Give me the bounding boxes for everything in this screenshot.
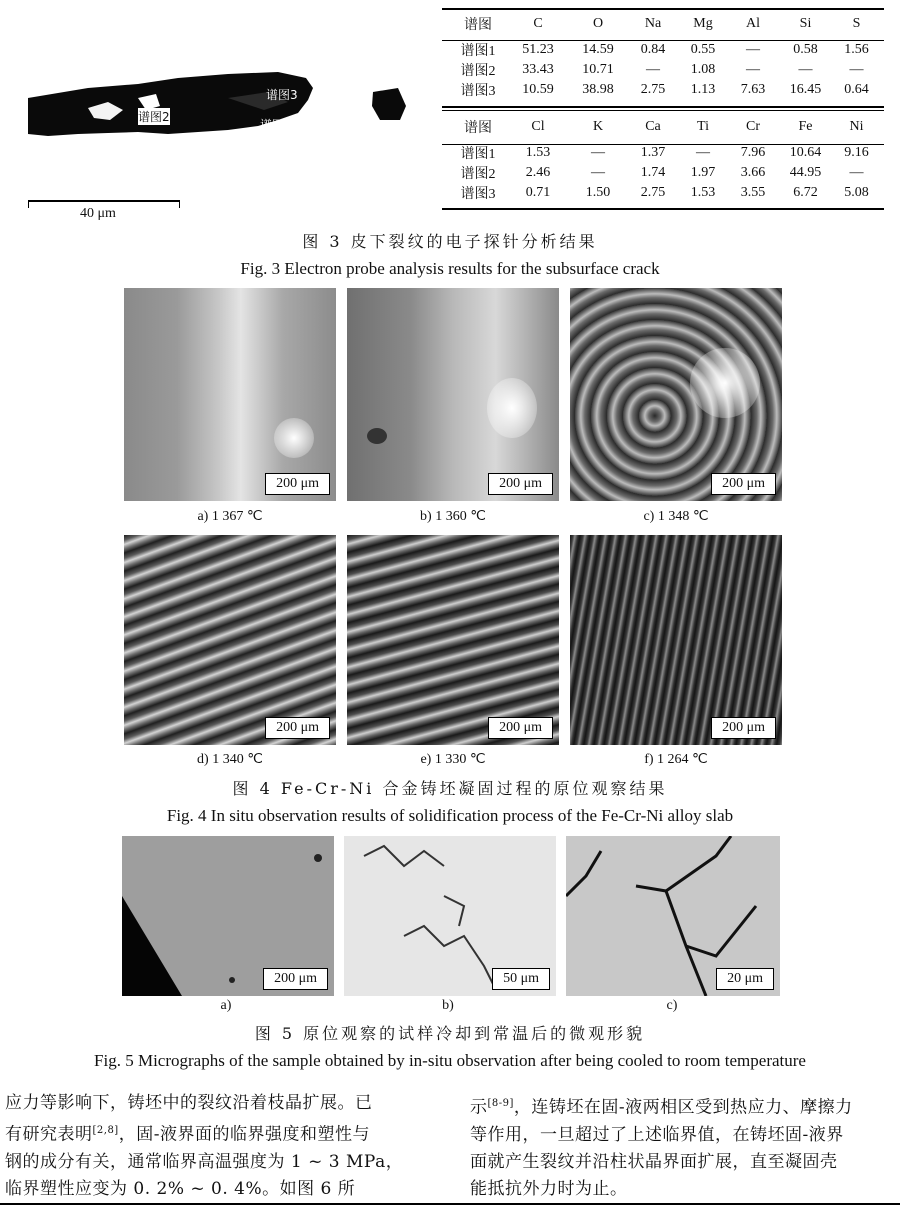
fig4-label-d: d) 1 340 ℃ (197, 752, 263, 767)
table-cell: 0.64 (844, 82, 869, 97)
table-cell: 谱图1 (460, 44, 496, 59)
table-cell: 3.55 (740, 185, 766, 200)
spectrum-label-2: 谱图2 (138, 110, 170, 124)
fig5-caption-cn: 图 5 原位观察的试样冷却到常温后的微观形貌 (254, 1024, 646, 1043)
scale-bar: 50 μm (492, 968, 550, 990)
table-cell: 5.08 (844, 185, 869, 200)
table-cell: 谱图2 (460, 64, 496, 79)
body-line: 面就产生裂纹并沿柱状晶界面扩展，直至凝固壳 (470, 1151, 838, 1172)
table-cell: 谱图3 (460, 84, 496, 99)
citation: [8-9] (487, 1098, 514, 1109)
scale-bar: 200 μm (263, 968, 328, 990)
body-line: 示[8-9]，连铸坯在固-液两相区受到热应力、摩擦力 (470, 1097, 853, 1118)
fig3-caption-en: Fig. 3 Electron probe analysis results for the subsurface crack (240, 259, 660, 278)
table-cell: 0.58 (793, 42, 818, 57)
table-header-cell: C (533, 16, 543, 31)
table-header-cell: 谱图 (464, 121, 492, 136)
fig5-label-c: c) (666, 998, 678, 1013)
table-row (448, 60, 880, 80)
table-cell: 10.59 (522, 82, 554, 97)
table-header-row (448, 117, 880, 137)
table-header-cell: Fe (798, 119, 813, 134)
body-line: 有研究表明[2,8]，固-液界面的临界强度和塑性与 (5, 1124, 370, 1145)
table-cell: 1.97 (690, 165, 716, 180)
table-cell: 3.66 (740, 165, 766, 180)
spectrum-label-1: 谱图1 (260, 118, 292, 132)
table-cell: 0.71 (525, 185, 551, 200)
fig4-panel-b (347, 288, 559, 501)
fig5-panel-c (566, 836, 780, 996)
fig4-caption-en: Fig. 4 In situ observation results of solidification process of the Fe-Cr-Ni alloy slab (166, 806, 734, 825)
spectrum-label-3: 谱图3 (266, 88, 298, 102)
table-cell: 2.46 (525, 165, 551, 180)
table-cell: — (849, 62, 864, 77)
table-row (448, 143, 880, 163)
table-cell: 0.55 (690, 42, 716, 57)
body-line: 钢的成分有关，通常临界高温强度为 1 ~ 3 MPa， (5, 1151, 404, 1172)
table-header-cell: Ni (849, 119, 864, 134)
table-cell: 0.84 (640, 42, 666, 57)
fig3-caption-cn: 图 3 皮下裂纹的电子探针分析结果 (302, 232, 598, 251)
body-line: 能抵抗外力时为止。 (470, 1178, 628, 1199)
table-cell: 7.63 (740, 82, 766, 97)
table-cell: — (798, 62, 813, 77)
bottom-rule (0, 1203, 900, 1205)
fig5-panel-a (122, 836, 334, 996)
table-cell: 10.71 (582, 62, 614, 77)
table-cell: 谱图1 (460, 147, 496, 162)
fig4-panel-d (124, 535, 336, 745)
table-cell: — (696, 145, 710, 160)
fig4-label-a: a) 1 367 ℃ (197, 509, 263, 524)
table-cell: 1.37 (640, 145, 666, 160)
table-header-cell: Cl (531, 119, 545, 134)
table-header-cell: Si (799, 16, 812, 31)
scale-bar: 200 μm (711, 473, 776, 495)
table-row (448, 40, 880, 60)
table-header-cell: Cr (746, 119, 760, 134)
body-line: 临界塑性应变为 0. 2% ~ 0. 4%。如图 6 所 (5, 1178, 356, 1199)
table-row (448, 183, 880, 203)
table-cell: 1.53 (690, 185, 716, 200)
table-cell: 14.59 (582, 42, 614, 57)
fig5-panel-b (344, 836, 556, 996)
fig4-panel-a (124, 288, 336, 501)
fig5-caption-en: Fig. 5 Micrographs of the sample obtained by in-situ observation after being cooled to room temperature (94, 1051, 806, 1070)
table-cell: 1.53 (525, 145, 551, 160)
body-line: 等作用，一旦超过了上述临界值，在铸坯固-液界 (470, 1124, 844, 1145)
fig4-label-e: e) 1 330 ℃ (420, 752, 486, 767)
table-cell: — (849, 165, 864, 180)
table-header-cell: K (592, 119, 604, 134)
table-cell: 2.75 (640, 82, 666, 97)
table-cell: 33.43 (522, 62, 554, 77)
table-cell: 1.56 (844, 42, 869, 57)
table-header-cell: S (852, 16, 861, 31)
fig4-label-c: c) 1 348 ℃ (643, 509, 709, 524)
body-left-column (5, 1090, 435, 1203)
table-row (448, 80, 880, 100)
scale-bar: 200 μm (265, 473, 330, 495)
fig5-label-a: a) (220, 998, 232, 1013)
body-right-column (470, 1090, 898, 1203)
fig4-label-b: b) 1 360 ℃ (420, 509, 486, 524)
table-cell: 6.72 (793, 185, 818, 200)
table-header-cell: 谱图 (464, 18, 492, 33)
table-cell: 1.13 (690, 82, 716, 97)
table-cell: 1.50 (585, 185, 611, 200)
table-cell: 1.74 (640, 165, 666, 180)
table-cell: 谱图2 (460, 167, 496, 182)
table-cell: — (591, 145, 605, 160)
table-header-row (448, 14, 880, 34)
table-cell: 7.96 (740, 145, 766, 160)
table-cell: 1.08 (690, 62, 716, 77)
table-cell: 10.64 (789, 145, 822, 160)
table-cell: — (646, 62, 660, 77)
table-cell: 38.98 (582, 82, 614, 97)
table-row (448, 163, 880, 183)
scale-bar: 200 μm (488, 717, 553, 739)
fig3-micrograph (28, 58, 408, 148)
table-header-cell: Ti (697, 119, 709, 134)
fig3-scale-label: 40 μm (80, 206, 116, 221)
table-header-cell: Ca (645, 119, 661, 134)
element-table-1 (448, 14, 880, 100)
citation: [2,8] (92, 1125, 119, 1136)
table-cell: 44.95 (789, 165, 822, 180)
table-header-cell: Al (746, 16, 760, 31)
crack-image (28, 58, 408, 148)
fig4-panel-e (347, 535, 559, 745)
scale-bar: 200 μm (711, 717, 776, 739)
scale-bar: 200 μm (488, 473, 553, 495)
element-table-2 (448, 117, 880, 203)
fig4-panel-c (570, 288, 782, 501)
body-line: 应力等影响下，铸坯中的裂纹沿着枝晶扩展。已 (5, 1093, 373, 1113)
table-header-cell: Mg (693, 16, 713, 31)
table-cell: 51.23 (522, 42, 554, 57)
scale-bar: 20 μm (716, 968, 774, 990)
table-cell: — (746, 42, 760, 57)
table-header-cell: O (592, 16, 604, 31)
table-cell: — (746, 62, 760, 77)
table-cell: — (591, 165, 605, 180)
table-cell: 9.16 (844, 145, 869, 160)
fig5-label-b: b) (442, 998, 454, 1013)
scale-bar: 200 μm (265, 717, 330, 739)
table-header-cell: Na (644, 16, 662, 31)
table-cell: 谱图3 (460, 187, 496, 202)
table-cell: 2.75 (640, 185, 666, 200)
fig4-label-f: f) 1 264 ℃ (644, 752, 708, 767)
fig4-panel-f (570, 535, 782, 745)
table-cell: 16.45 (789, 82, 822, 97)
fig4-caption-cn: 图 4 Fe-Cr-Ni 合金铸坯凝固过程的原位观察结果 (232, 779, 668, 798)
